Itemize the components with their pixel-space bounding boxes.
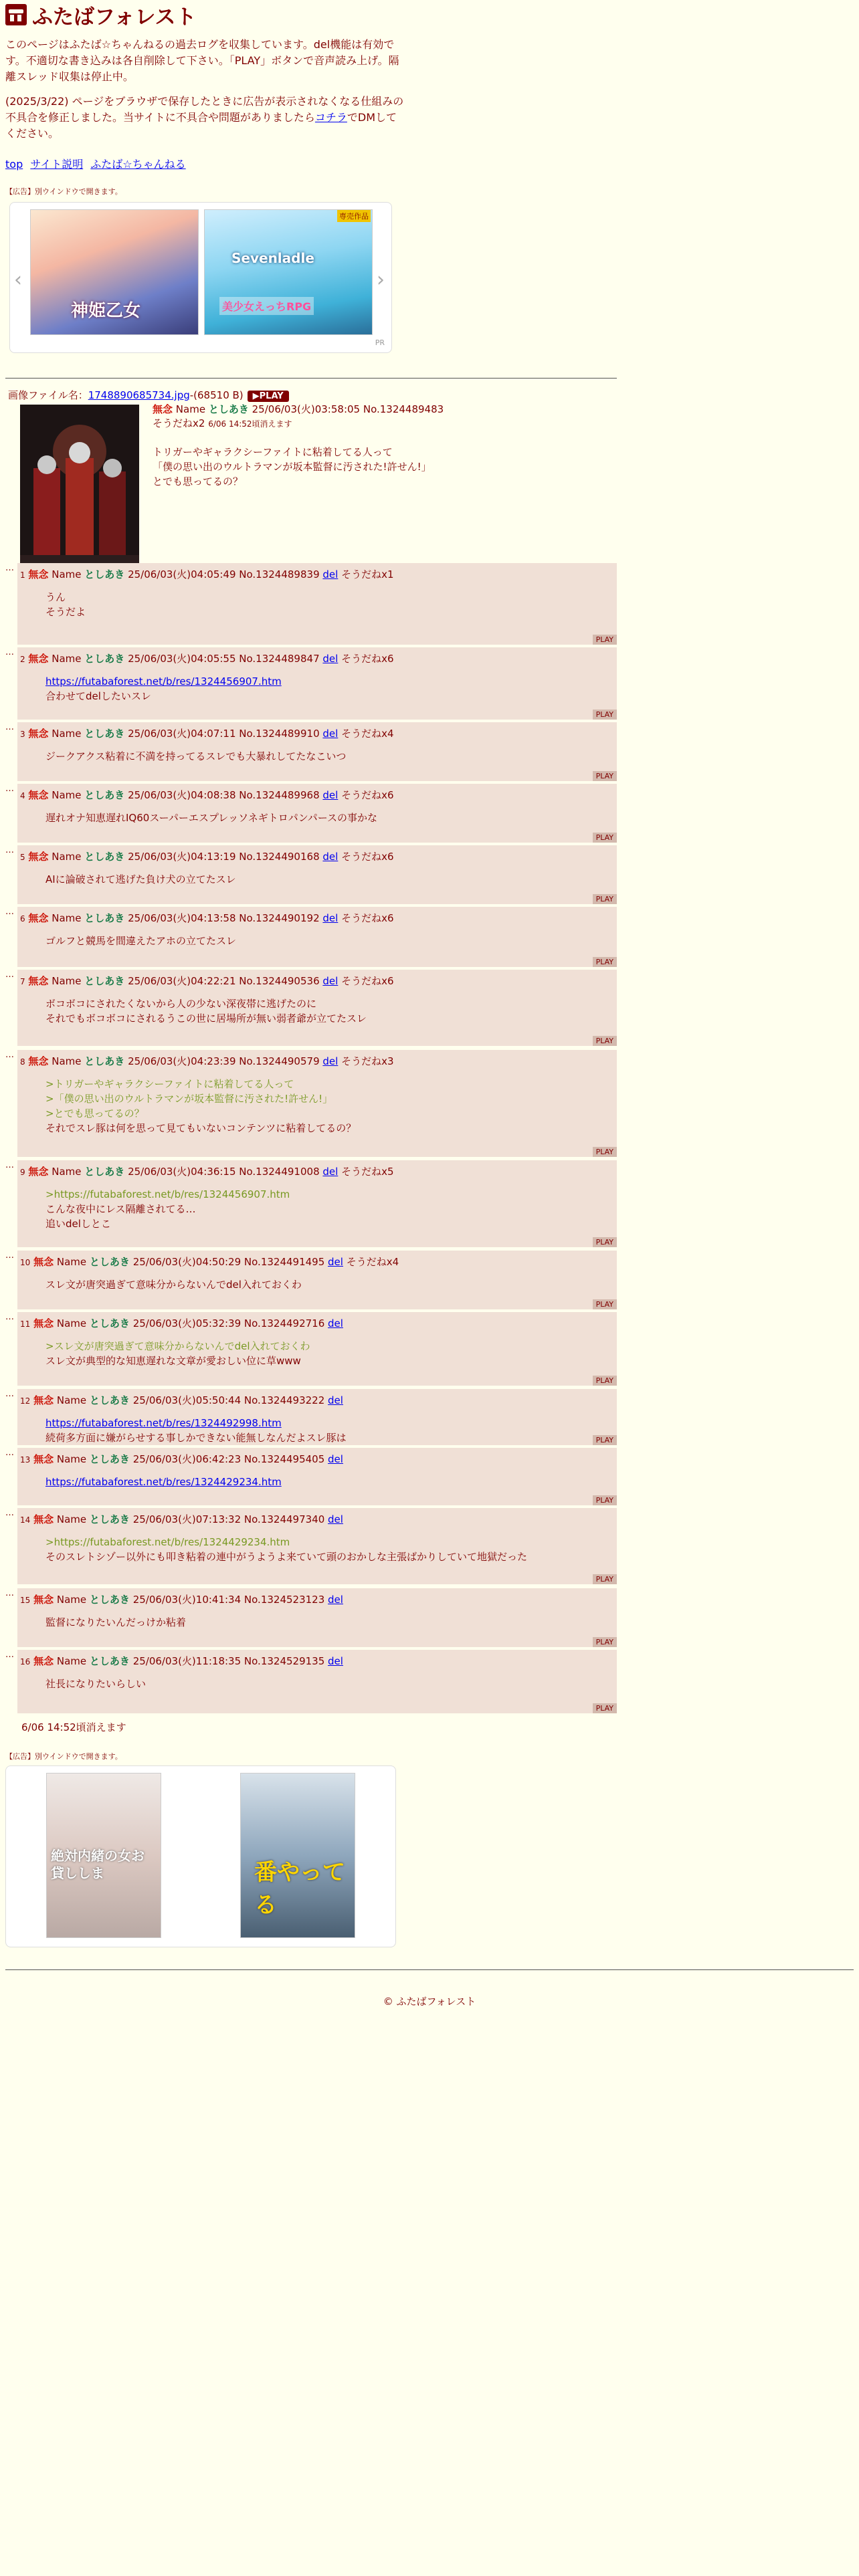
ad-banner-4-text: 番やってる <box>254 1859 345 1919</box>
reply-name-label: Name <box>52 975 82 987</box>
reply-date-no: 25/06/03(火)11:18:35 No.1324529135 <box>132 1655 325 1667</box>
reply-post <box>5 1448 617 1505</box>
reply-header <box>20 974 394 988</box>
ad-banner-4[interactable] <box>240 1773 355 1938</box>
reply-subject: 無念 <box>33 1394 54 1406</box>
reply-subject: 無念 <box>28 1166 49 1178</box>
reply-header <box>20 849 394 863</box>
reply-name: としあき <box>84 912 125 924</box>
reply-play-button[interactable]: PLAY <box>593 1703 617 1713</box>
op-header <box>153 403 500 431</box>
reply-body <box>45 590 86 619</box>
reply-box <box>17 907 617 967</box>
reply-subject: 無念 <box>28 1055 49 1067</box>
reply-header <box>20 1054 394 1068</box>
reply-name: としあき <box>84 653 125 665</box>
reply-name-label: Name <box>52 1055 82 1067</box>
reply-body <box>45 1535 527 1564</box>
del-link[interactable]: del <box>322 851 339 863</box>
op-soudane[interactable]: そうだねx2 <box>153 417 205 429</box>
reply-date-no: 25/06/03(火)04:08:38 No.1324489968 <box>128 789 320 801</box>
reply-box <box>17 784 617 843</box>
del-link[interactable]: del <box>322 728 339 740</box>
reply-number: 1 <box>20 570 25 580</box>
site-header <box>5 1 197 28</box>
reply-date-no: 25/06/03(火)04:23:39 No.1324490579 <box>128 1055 320 1067</box>
op-name-label: Name <box>175 403 206 415</box>
reply-post <box>5 1050 617 1157</box>
intro-paragraph-2 <box>5 94 407 142</box>
reply-line: 合わせてdelしたいスレ <box>45 690 151 702</box>
op-thumbnail-art <box>20 405 139 568</box>
reply-body <box>45 1187 290 1231</box>
op-file-link[interactable]: 1748890685734.jpg <box>88 389 190 401</box>
reply-box <box>17 1448 617 1505</box>
del-link[interactable]: del <box>322 568 339 580</box>
reply-number: 6 <box>20 914 25 924</box>
reply-header <box>20 1393 343 1407</box>
reply-line: AIに論破されて逃げた負け犬の立てたスレ <box>45 873 236 885</box>
reply-post <box>5 1508 617 1584</box>
reply-play-button[interactable]: PLAY <box>593 1435 617 1445</box>
reply-header <box>20 1316 343 1330</box>
reply-header <box>20 1512 343 1526</box>
reply-box <box>17 563 617 645</box>
reply-number: 16 <box>20 1657 31 1667</box>
reply-body <box>45 674 282 704</box>
op-expire: 6/06 14:52頃消えます <box>208 419 292 429</box>
ad-note: 【広告】別ウインドウで開きます。 <box>5 187 122 196</box>
reply-soudane[interactable]: そうだねx1 <box>341 568 394 580</box>
reply-line: 追いdelしとこ <box>45 1218 111 1230</box>
reply-menu-icon[interactable]: … <box>5 1251 14 1261</box>
reply-post <box>5 845 617 904</box>
ad-banner-1[interactable] <box>30 209 199 335</box>
del-link[interactable]: del <box>322 912 339 924</box>
reply-header <box>20 788 394 802</box>
del-link[interactable]: del <box>328 1513 343 1525</box>
reply-header <box>20 1255 399 1269</box>
reply-number: 12 <box>20 1396 31 1406</box>
reply-name: としあき <box>89 1594 130 1606</box>
reply-menu-icon[interactable]: … <box>5 907 14 917</box>
top-nav <box>5 156 190 171</box>
reply-subject: 無念 <box>33 1317 54 1329</box>
reply-name: としあき <box>84 728 125 740</box>
reply-subject: 無念 <box>28 568 49 580</box>
reply-menu-icon[interactable]: … <box>5 1448 14 1458</box>
intro-paragraph-1: このページはふたば☆ちゃんねるの過去ログを収集しています。del機能は有効です。不適切な書き込みは各自削除して下さい。「PLAY」ボタンで音声読み上げ。隔離スレッド収集は停止中。 <box>5 38 399 83</box>
reply-play-button[interactable]: PLAY <box>593 1299 617 1309</box>
del-link[interactable]: del <box>322 653 339 665</box>
ad-banner-3-text: 絶対内緒の女お貸ししま <box>51 1848 145 1881</box>
reply-number: 5 <box>20 853 25 862</box>
footer-divider <box>5 1969 854 1970</box>
reply-name-label: Name <box>52 789 82 801</box>
reply-menu-icon[interactable]: … <box>5 1312 14 1322</box>
del-link[interactable]: del <box>328 1453 343 1465</box>
reply-subject: 無念 <box>33 1256 54 1268</box>
thread-expire: 6/06 14:52頃消えます <box>21 1721 126 1733</box>
del-link[interactable]: del <box>328 1317 343 1329</box>
reply-line: そうだよ <box>45 606 86 618</box>
reply-subject: 無念 <box>28 653 49 665</box>
reply-name-label: Name <box>56 1594 87 1606</box>
ad-banner-2-tag: 美少女えっちRPG <box>219 297 314 315</box>
reply-box <box>17 1160 617 1247</box>
reply-play-button[interactable]: PLAY <box>593 894 617 904</box>
reply-soudane[interactable]: そうだねx3 <box>341 1055 394 1067</box>
reply-box <box>17 1588 617 1647</box>
reply-play-button[interactable]: PLAY <box>593 1376 617 1386</box>
reply-box <box>17 845 617 904</box>
reply-number: 8 <box>20 1057 25 1067</box>
carousel-prev-icon[interactable]: ‹ <box>14 268 22 292</box>
del-link[interactable]: del <box>328 1655 343 1667</box>
reply-name-label: Name <box>52 851 82 863</box>
reply-name-label: Name <box>52 912 82 924</box>
reply-date-no: 25/06/03(火)04:13:19 No.1324490168 <box>128 851 320 863</box>
reply-body <box>45 749 346 764</box>
reply-subject: 無念 <box>28 975 49 987</box>
reply-play-button[interactable]: PLAY <box>593 1237 617 1247</box>
reply-soudane[interactable]: そうだねx6 <box>341 789 394 801</box>
reply-body <box>45 872 236 887</box>
reply-play-button[interactable]: PLAY <box>593 833 617 843</box>
reply-name: としあき <box>84 789 125 801</box>
footer: © ふたばフォレスト <box>383 1996 476 2008</box>
divider <box>5 378 617 379</box>
intro-text <box>5 37 407 150</box>
reply-line: うん <box>45 591 66 603</box>
reply-header <box>20 726 394 740</box>
reply-box <box>17 1251 617 1309</box>
reply-subject: 無念 <box>28 851 49 863</box>
reply-post <box>5 970 617 1046</box>
reply-post <box>5 784 617 843</box>
reply-box <box>17 647 617 720</box>
reply-post <box>5 722 617 781</box>
reply-line: ジークアクス粘着に不満を持ってるスレでも大暴れしてたなこいつ <box>45 750 347 762</box>
reply-quote-line: >https://futabaforest.net/b/res/1324429234.htm <box>45 1536 290 1548</box>
ad-banner-3[interactable] <box>46 1773 161 1938</box>
reply-date-no: 25/06/03(火)05:50:44 No.1324493222 <box>132 1394 325 1406</box>
intro-p2-text: (2025/3/22) ページをブラウザで保存したときに広告が表示されなくなる仕組みの不具合を修正しました。当サイトに不具合や問題がありましたら <box>5 95 404 124</box>
reply-line: そのスレトシゾー以外にも叩き粘着の連中がうようよ来ていて頭のおかしな主張ばかりしていて地獄だった <box>45 1551 528 1563</box>
reply-box <box>17 1050 617 1157</box>
reply-menu-icon[interactable]: … <box>5 970 14 980</box>
reply-number: 13 <box>20 1455 31 1465</box>
reply-header <box>20 1452 343 1466</box>
reply-box <box>17 1389 617 1445</box>
reply-subject: 無念 <box>33 1453 54 1465</box>
reply-post <box>5 1588 617 1647</box>
reply-name: としあき <box>89 1256 130 1268</box>
reply-menu-icon[interactable]: … <box>5 1650 14 1660</box>
reply-link[interactable]: https://futabaforest.net/b/res/1324429234.htm <box>45 1476 282 1488</box>
reply-name: としあき <box>89 1655 130 1667</box>
reply-line: スレ文が唐突過ぎて意味分からないんでdel入れておくわ <box>45 1279 302 1291</box>
reply-soudane[interactable]: そうだねx6 <box>341 912 394 924</box>
reply-play-button[interactable]: PLAY <box>593 957 617 967</box>
reply-name-label: Name <box>56 1256 87 1268</box>
reply-number: 14 <box>20 1515 31 1525</box>
reply-quote-line: >https://futabaforest.net/b/res/1324456907.htm <box>45 1188 290 1200</box>
reply-play-button[interactable]: PLAY <box>593 710 617 720</box>
reply-line: ボコボコにされたくないから人の少ない深夜帯に逃げたのに <box>45 998 317 1010</box>
reply-play-button[interactable]: PLAY <box>593 1036 617 1046</box>
reply-soudane[interactable]: そうだねx4 <box>346 1256 399 1268</box>
reply-body <box>45 934 236 948</box>
reply-subject: 無念 <box>28 728 49 740</box>
reply-number: 4 <box>20 791 25 800</box>
reply-date-no: 25/06/03(火)07:13:32 No.1324497340 <box>132 1513 325 1525</box>
reply-subject: 無念 <box>33 1594 54 1606</box>
reply-menu-icon[interactable]: … <box>5 1588 14 1598</box>
reply-number: 11 <box>20 1319 31 1329</box>
reply-soudane[interactable]: そうだねx6 <box>341 975 394 987</box>
reply-subject: 無念 <box>28 789 49 801</box>
reply-date-no: 25/06/03(火)04:05:55 No.1324489847 <box>128 653 320 665</box>
reply-line: ゴルフと競馬を間違えたアホの立てたスレ <box>45 935 237 947</box>
op-body-line: とでも思ってるの？ <box>153 475 244 488</box>
reply-body <box>45 1339 310 1368</box>
carousel-next-icon[interactable]: › <box>377 268 385 292</box>
ad-banner-2[interactable] <box>204 209 373 335</box>
reply-soudane[interactable]: そうだねx4 <box>341 728 394 740</box>
reply-menu-icon[interactable]: … <box>5 1508 14 1518</box>
reply-date-no: 25/06/03(火)10:41:34 No.1324523123 <box>132 1594 325 1606</box>
op-name: としあき <box>208 403 249 415</box>
reply-date-no: 25/06/03(火)04:36:15 No.1324491008 <box>128 1166 320 1178</box>
intro-p2-tail: でDMしてください。 <box>5 111 397 140</box>
reply-play-button[interactable]: PLAY <box>593 1495 617 1505</box>
reply-soudane[interactable]: そうだねx5 <box>341 1166 394 1178</box>
reply-post <box>5 1160 617 1247</box>
reply-soudane[interactable]: そうだねx6 <box>341 851 394 863</box>
reply-body <box>45 1277 302 1292</box>
reply-box <box>17 1650 617 1713</box>
reply-link[interactable]: https://futabaforest.net/b/res/1324492998.htm <box>45 1417 282 1429</box>
reply-name-label: Name <box>52 568 82 580</box>
reply-header <box>20 1654 343 1668</box>
reply-subject: 無念 <box>33 1655 54 1667</box>
reply-menu-icon[interactable]: … <box>5 722 14 732</box>
reply-post <box>5 1251 617 1309</box>
reply-box <box>17 722 617 781</box>
reply-body <box>45 1475 282 1489</box>
reply-post <box>5 907 617 967</box>
contact-link[interactable]: コチラ <box>314 111 347 124</box>
ad-carousel <box>9 202 392 353</box>
reply-name: としあき <box>84 851 125 863</box>
reply-box <box>17 970 617 1046</box>
reply-line: 社長になりたいらしい <box>45 1678 147 1690</box>
del-link[interactable]: del <box>322 1055 339 1067</box>
reply-header <box>20 651 394 665</box>
reply-header <box>20 1592 343 1606</box>
reply-line: 遅れオナ知恵遅れIQ60スーパーエスプレッソネギトロパンパースの事かな <box>45 812 377 824</box>
reply-name: としあき <box>89 1394 130 1406</box>
reply-quote-line: >スレ文が唐突過ぎて意味分からないんでdel入れておくわ <box>45 1340 310 1352</box>
del-link[interactable]: del <box>328 1256 343 1268</box>
reply-line: スレ文が典型的な知恵遅れな文章が愛おしい位に草www <box>45 1355 301 1367</box>
reply-body <box>45 1615 186 1630</box>
reply-box <box>17 1312 617 1386</box>
reply-name: としあき <box>84 975 125 987</box>
reply-quote-line: >トリガーやギャラクシーファイトに粘着してる人って <box>45 1078 294 1090</box>
reply-name-label: Name <box>56 1513 87 1525</box>
reply-name-label: Name <box>56 1394 87 1406</box>
reply-name: としあき <box>89 1513 130 1525</box>
reply-header <box>20 911 394 925</box>
reply-post <box>5 563 617 645</box>
reply-play-button[interactable]: PLAY <box>593 1574 617 1584</box>
op-play-button[interactable]: ▶PLAY <box>248 391 289 402</box>
reply-play-button[interactable]: PLAY <box>593 1147 617 1157</box>
reply-date-no: 25/06/03(火)04:13:58 No.1324490192 <box>128 912 320 924</box>
reply-name: としあき <box>84 1055 125 1067</box>
reply-body <box>45 996 367 1026</box>
reply-name-label: Name <box>52 728 82 740</box>
reply-menu-icon[interactable]: … <box>5 647 14 657</box>
reply-name-label: Name <box>56 1317 87 1329</box>
reply-header <box>20 1164 394 1178</box>
reply-name: としあき <box>84 1166 125 1178</box>
reply-menu-icon[interactable]: … <box>5 1389 14 1399</box>
reply-menu-icon[interactable]: … <box>5 1050 14 1060</box>
reply-quote-line: >とでも思ってるの？ <box>45 1107 145 1119</box>
reply-number: 3 <box>20 730 25 739</box>
reply-play-button[interactable]: PLAY <box>593 1637 617 1647</box>
nav-top-link[interactable]: top <box>5 158 23 171</box>
reply-menu-icon[interactable]: … <box>5 1160 14 1170</box>
reply-soudane[interactable]: そうだねx6 <box>341 653 394 665</box>
reply-name-label: Name <box>52 1166 82 1178</box>
ad-banner-2-label: 専売作品 <box>337 210 371 222</box>
reply-line: それでもボコボコにされるうこの世に居場所が無い弱者爺が立てたスレ <box>45 1012 367 1025</box>
reply-box <box>17 1508 617 1584</box>
reply-post <box>5 1650 617 1713</box>
reply-menu-icon[interactable]: … <box>5 845 14 855</box>
reply-number: 9 <box>20 1168 25 1177</box>
del-link[interactable]: del <box>322 975 339 987</box>
reply-date-no: 25/06/03(火)06:42:23 No.1324495405 <box>132 1453 325 1465</box>
op-thumbnail[interactable] <box>20 405 139 568</box>
reply-number: 15 <box>20 1596 31 1605</box>
del-link[interactable]: del <box>328 1394 343 1406</box>
reply-line: 監督になりたいんだっけか粘着 <box>45 1616 187 1628</box>
reply-body <box>45 1077 356 1136</box>
reply-menu-icon[interactable]: … <box>5 563 14 573</box>
nav-about-link[interactable]: サイト説明 <box>30 158 84 171</box>
reply-header <box>20 567 394 581</box>
reply-name: としあき <box>84 568 125 580</box>
reply-post <box>5 647 617 720</box>
reply-number: 10 <box>20 1258 31 1267</box>
reply-date-no: 25/06/03(火)04:22:21 No.1324490536 <box>128 975 320 987</box>
reply-play-button[interactable]: PLAY <box>593 771 617 781</box>
reply-name-label: Name <box>56 1453 87 1465</box>
ad-banner-2-title: Sevenladle <box>231 250 314 266</box>
reply-quote-line: >「僕の思い出のウルトラマンが坂本監督に汚された!許せん!」 <box>45 1093 333 1105</box>
reply-line: それでスレ豚は何を思って見てもいないコンテンツに粘着してるの？ <box>45 1122 357 1134</box>
reply-post <box>5 1389 617 1445</box>
reply-number: 2 <box>20 655 25 664</box>
reply-number: 7 <box>20 977 25 986</box>
reply-link[interactable]: https://futabaforest.net/b/res/1324456907.htm <box>45 675 282 687</box>
reply-name-label: Name <box>56 1655 87 1667</box>
reply-line: 続荷多方面に嫌がらせする事しかできない能無しなんだよスレ豚は <box>45 1432 347 1444</box>
ad-note-2: 【広告】別ウインドウで開きます。 <box>5 1752 122 1761</box>
reply-body <box>45 1677 146 1691</box>
reply-name: としあき <box>89 1317 130 1329</box>
op-file-line <box>8 388 289 402</box>
reply-date-no: 25/06/03(火)04:50:29 No.1324491495 <box>132 1256 325 1268</box>
reply-name-label: Name <box>52 653 82 665</box>
del-link[interactable]: del <box>322 1166 339 1178</box>
reply-body <box>45 811 377 825</box>
reply-date-no: 25/06/03(火)04:05:49 No.1324489839 <box>128 568 320 580</box>
reply-menu-icon[interactable]: … <box>5 784 14 794</box>
op-body-line: 「僕の思い出のウルトラマンが坂本監督に汚された!許せん!」 <box>153 461 432 473</box>
op-date-no: 25/06/03(火)03:58:05 No.1324489483 <box>252 403 444 415</box>
reply-post <box>5 1312 617 1386</box>
nav-futaba-link[interactable]: ふたば☆ちゃんねる <box>90 158 186 171</box>
ad-box-2 <box>5 1765 396 1947</box>
op-body-line: トリガーやギャラクシーファイトに粘着してる人って <box>153 446 393 458</box>
ad-pr-label: PR <box>375 338 385 347</box>
del-link[interactable]: del <box>322 789 339 801</box>
del-link[interactable]: del <box>328 1594 343 1606</box>
op-body <box>153 445 500 489</box>
reply-line: こんな夜中にレス隔離されてる… <box>45 1203 196 1215</box>
site-logo-icon <box>5 4 27 25</box>
reply-subject: 無念 <box>28 912 49 924</box>
reply-date-no: 25/06/03(火)04:07:11 No.1324489910 <box>128 728 320 740</box>
reply-subject: 無念 <box>33 1513 54 1525</box>
file-label: 画像ファイル名： <box>8 389 88 401</box>
op-subject: 無念 <box>153 403 173 415</box>
reply-name: としあき <box>89 1453 130 1465</box>
reply-body <box>45 1416 347 1445</box>
file-size: -(68510 B) <box>189 389 244 401</box>
site-title: ふたばフォレスト <box>32 5 197 29</box>
ad-banner-1-title: 神姫乙女 <box>71 301 141 321</box>
reply-date-no: 25/06/03(火)05:32:39 No.1324492716 <box>132 1317 325 1329</box>
reply-play-button[interactable]: PLAY <box>593 635 617 645</box>
